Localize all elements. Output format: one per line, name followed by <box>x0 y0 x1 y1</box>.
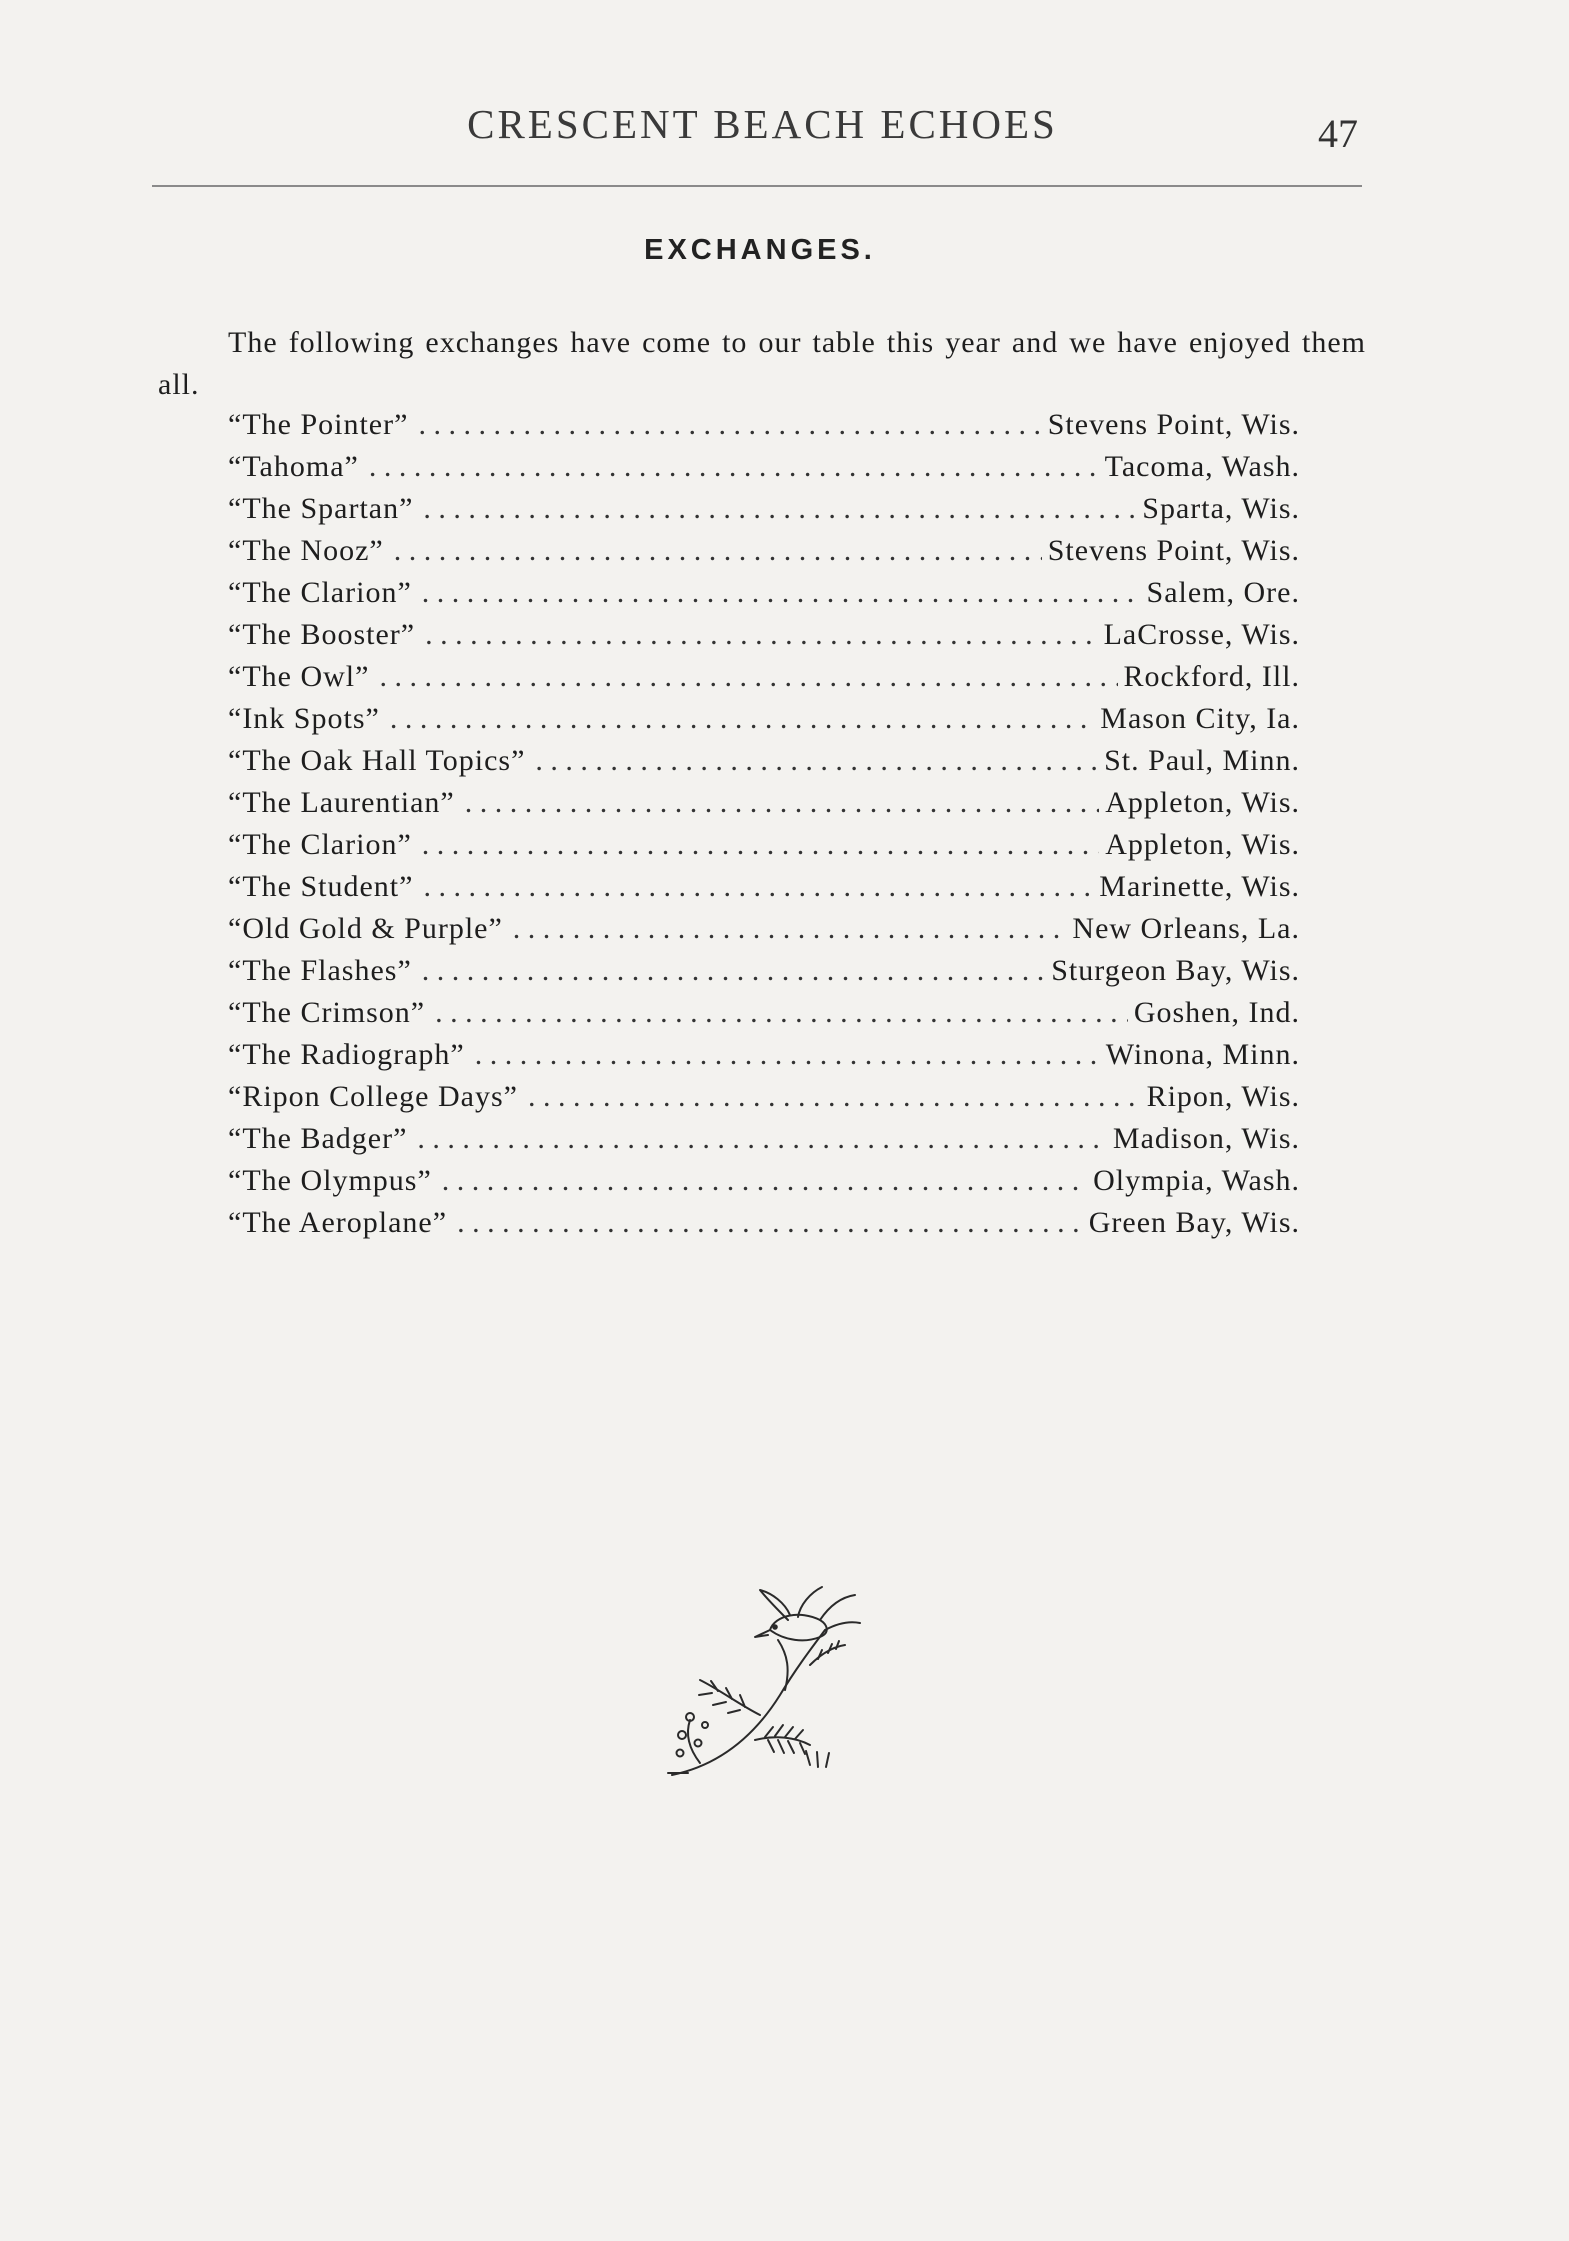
header-rule <box>152 185 1362 187</box>
exchange-item <box>228 450 1300 492</box>
dot-leader <box>442 1164 1087 1198</box>
bird-on-branch-icon <box>660 1575 880 1785</box>
exchange-name: “The Aeroplane” <box>228 1206 448 1239</box>
dot-leader <box>390 702 1094 736</box>
exchange-name: “The Student” <box>228 870 414 903</box>
exchange-place: Appleton, Wis. <box>1105 786 1300 819</box>
dot-leader <box>422 954 1045 988</box>
exchange-name: “The Clarion” <box>228 828 412 861</box>
exchange-name: “The Booster” <box>228 618 416 651</box>
exchange-name: “Tahoma” <box>228 450 359 483</box>
exchange-place: Stevens Point, Wis. <box>1047 534 1300 567</box>
exchange-place: Sturgeon Bay, Wis. <box>1051 954 1300 987</box>
exchange-item <box>228 954 1300 996</box>
exchange-item <box>228 576 1300 618</box>
page-number: 47 <box>1318 111 1358 156</box>
exchange-place: Madison, Wis. <box>1112 1122 1300 1155</box>
exchange-place: Mason City, Ia. <box>1100 702 1300 735</box>
dot-leader <box>475 1038 1100 1072</box>
dot-leader <box>423 870 1093 904</box>
dot-leader <box>425 618 1098 652</box>
exchange-name: “The Oak Hall Topics” <box>228 744 526 777</box>
dot-leader <box>417 1122 1107 1156</box>
exchange-place: Olympia, Wash. <box>1093 1164 1300 1197</box>
exchange-list <box>228 408 1300 1248</box>
exchange-item <box>228 912 1300 954</box>
exchange-name: “The Radiograph” <box>228 1038 465 1071</box>
exchange-place: New Orleans, La. <box>1072 912 1300 945</box>
exchange-item <box>228 828 1300 870</box>
exchange-place: Ripon, Wis. <box>1146 1080 1300 1113</box>
dot-leader <box>422 828 1100 862</box>
exchange-name: “The Laurentian” <box>228 786 455 819</box>
exchange-name: “The Crimson” <box>228 996 426 1029</box>
exchange-item <box>228 870 1300 912</box>
dot-leader <box>528 1080 1141 1114</box>
exchange-item <box>228 702 1300 744</box>
exchange-place: St. Paul, Minn. <box>1104 744 1300 777</box>
exchange-item <box>228 996 1300 1038</box>
dot-leader <box>457 1206 1083 1240</box>
running-title: CRESCENT BEACH ECHOES <box>467 101 1058 147</box>
exchange-place: Winona, Minn. <box>1105 1038 1300 1071</box>
exchange-item <box>228 1122 1300 1164</box>
dot-leader <box>422 576 1141 610</box>
exchange-name: “The Badger” <box>228 1122 408 1155</box>
exchange-place: Goshen, Ind. <box>1133 996 1300 1029</box>
exchange-name: “Ripon College Days” <box>228 1080 518 1113</box>
exchange-name: “The Owl” <box>228 660 370 693</box>
exchange-place: Sparta, Wis. <box>1142 492 1300 525</box>
exchange-place: Rockford, Ill. <box>1123 660 1300 693</box>
exchange-place: Marinette, Wis. <box>1099 870 1300 903</box>
exchange-place: Salem, Ore. <box>1146 576 1300 609</box>
dot-leader <box>394 534 1042 568</box>
exchange-item <box>228 1080 1300 1122</box>
dot-leader <box>465 786 1100 820</box>
exchange-name: “The Clarion” <box>228 576 412 609</box>
exchange-item <box>228 1038 1300 1080</box>
exchange-place: LaCrosse, Wis. <box>1103 618 1300 651</box>
exchange-name: “The Nooz” <box>228 534 384 567</box>
dot-leader <box>535 744 1098 778</box>
dot-leader <box>379 660 1117 694</box>
exchange-place: Stevens Point, Wis. <box>1047 408 1300 441</box>
exchange-name: “Ink Spots” <box>228 702 380 735</box>
exchange-item <box>228 660 1300 702</box>
dot-leader <box>513 912 1067 946</box>
exchange-place: Appleton, Wis. <box>1105 828 1300 861</box>
exchange-item <box>228 744 1300 786</box>
exchange-place: Tacoma, Wash. <box>1104 450 1300 483</box>
exchange-name: “The Spartan” <box>228 492 414 525</box>
exchange-item <box>228 408 1300 450</box>
exchange-name: “Old Gold & Purple” <box>228 912 503 945</box>
intro-paragraph: The following exchanges have come to our table this year and we have enjoyed them all. <box>158 326 1366 401</box>
exchange-item <box>228 618 1300 660</box>
exchange-item <box>228 786 1300 828</box>
dot-leader <box>369 450 1099 484</box>
dot-leader <box>418 408 1041 442</box>
dot-leader <box>423 492 1136 526</box>
exchange-item <box>228 1206 1300 1248</box>
exchange-item <box>228 492 1300 534</box>
exchange-name: “The Olympus” <box>228 1164 432 1197</box>
exchange-name: “The Flashes” <box>228 954 412 987</box>
exchange-item <box>228 1164 1300 1206</box>
exchange-item <box>228 534 1300 576</box>
dot-leader <box>435 996 1128 1030</box>
section-title: EXCHANGES. <box>644 234 876 266</box>
exchange-place: Green Bay, Wis. <box>1088 1206 1300 1239</box>
exchange-name: “The Pointer” <box>228 408 409 441</box>
